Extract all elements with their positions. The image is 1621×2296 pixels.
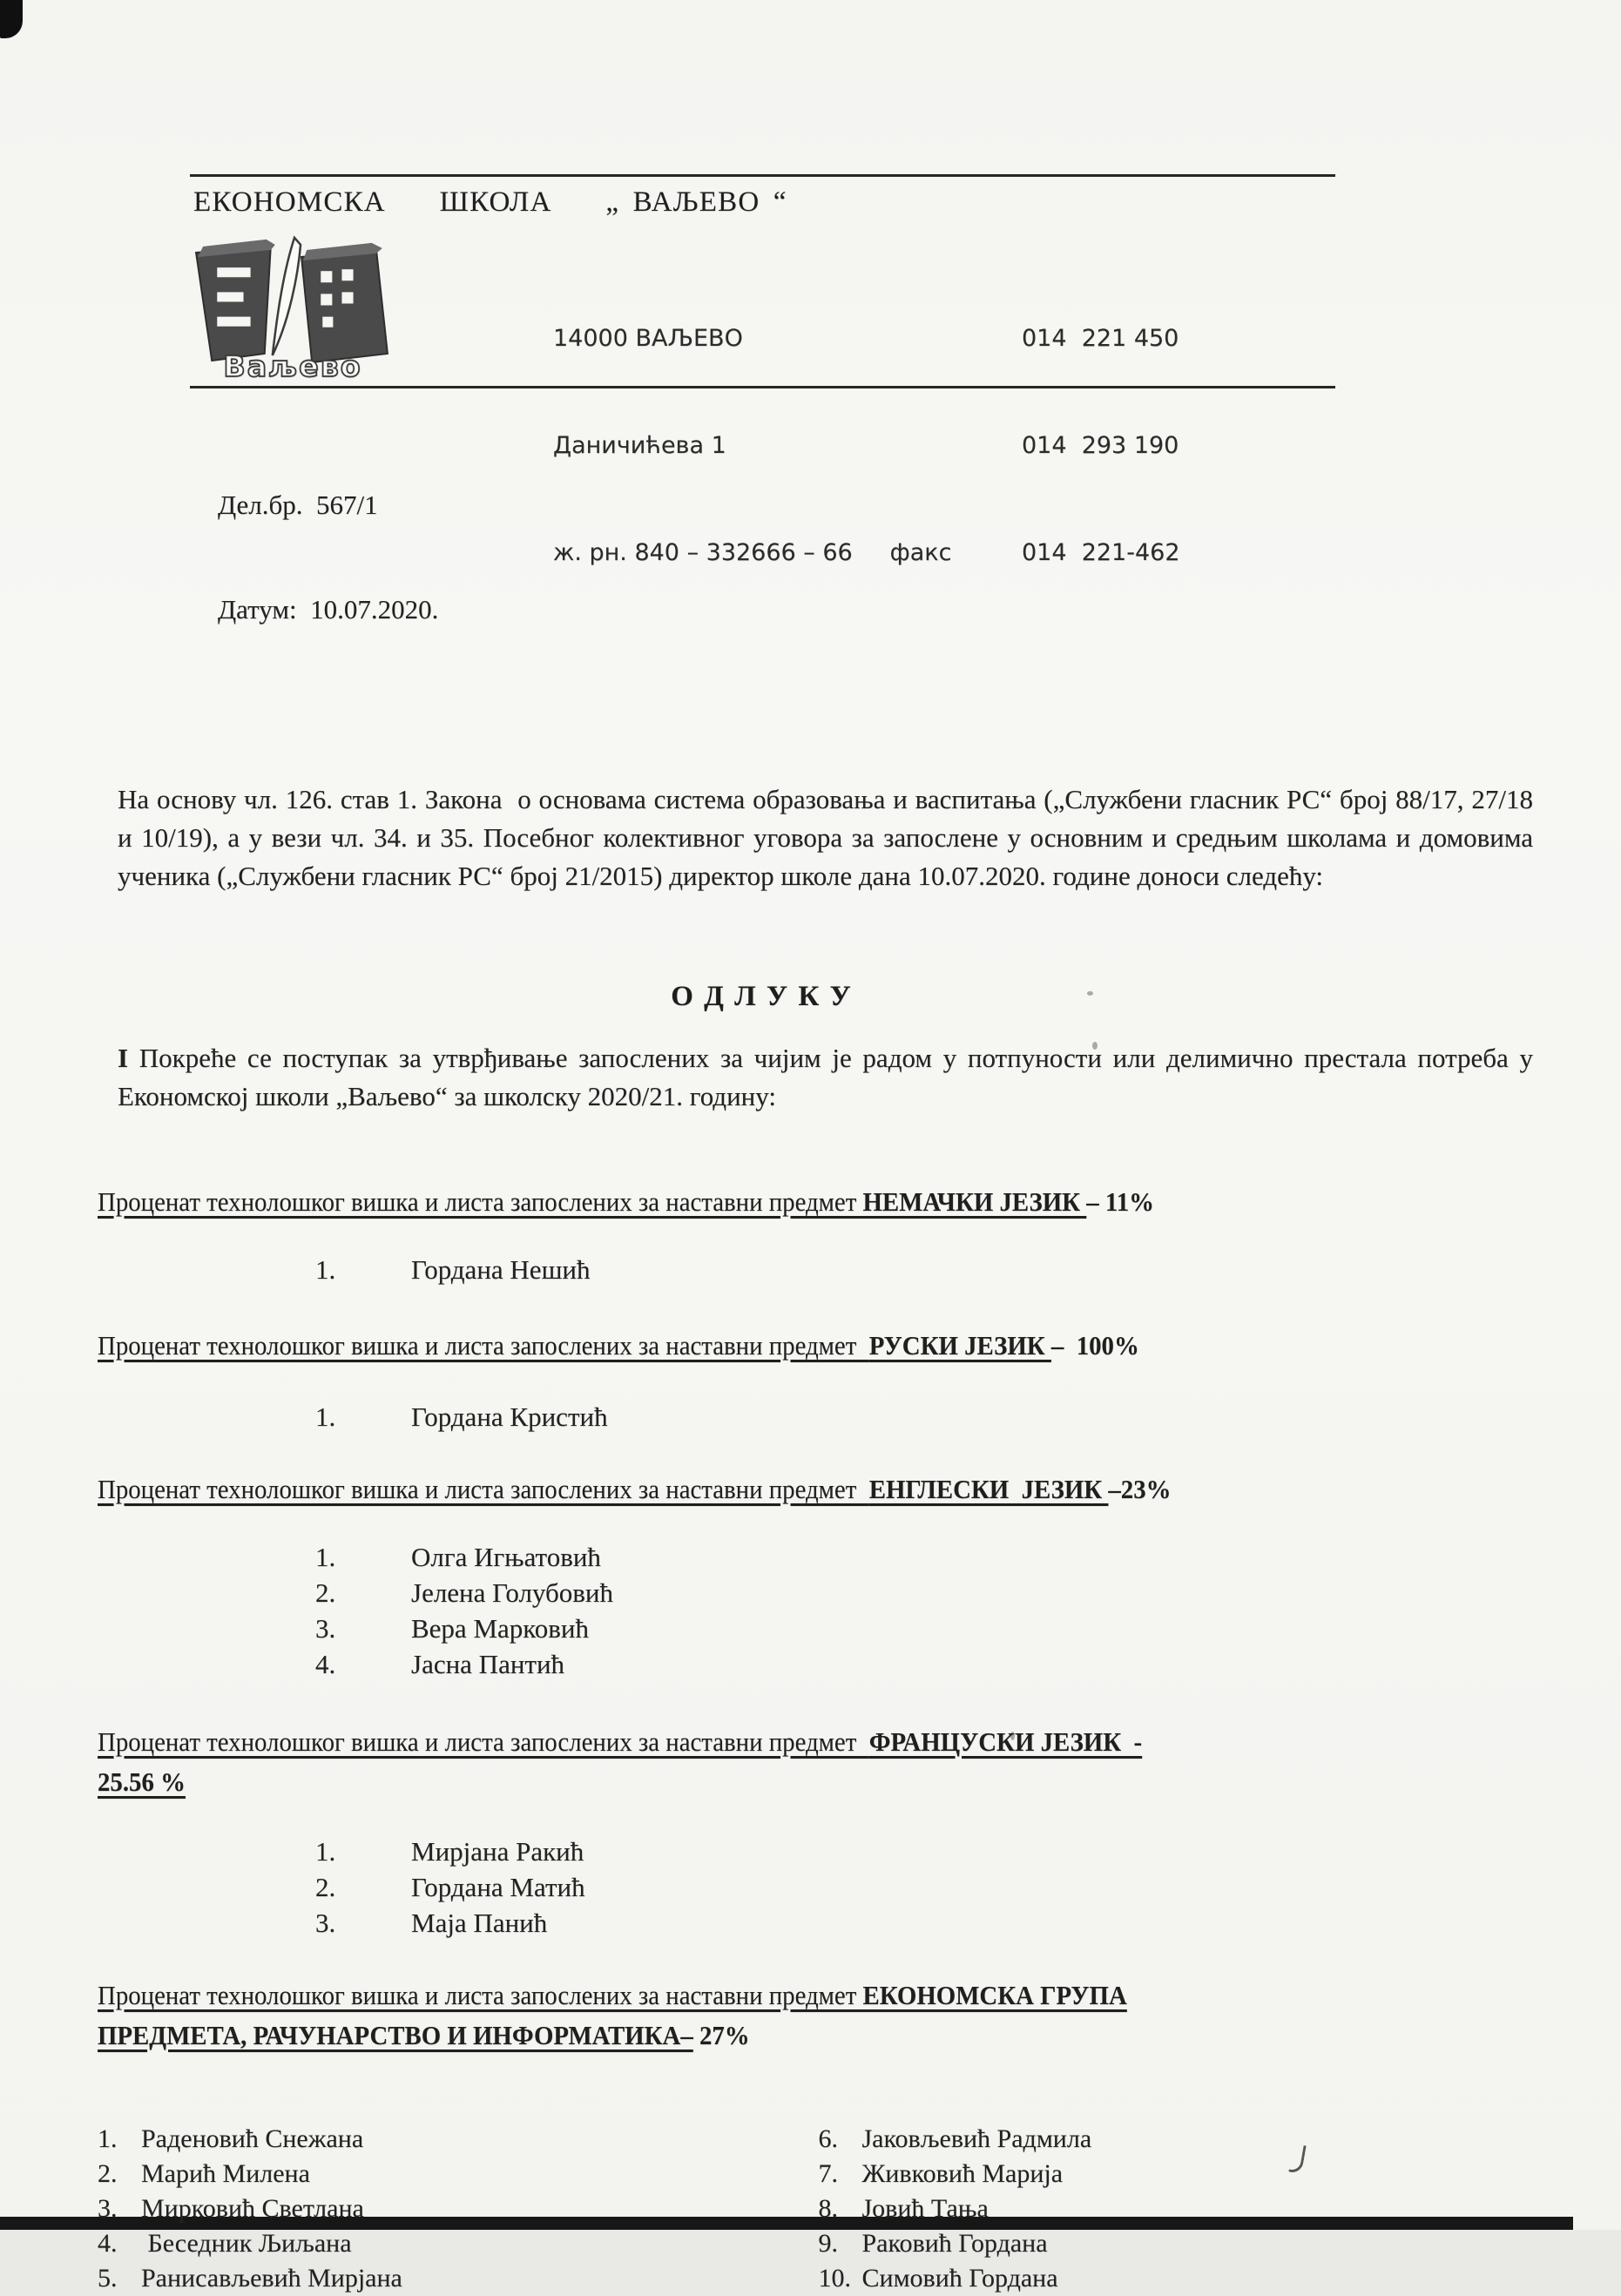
item-number: 8. <box>818 2194 838 2223</box>
surplus-percent: 27% <box>692 2020 750 2050</box>
list-item <box>819 2261 1540 2296</box>
item-number: 1. <box>98 2124 118 2153</box>
employee-name: Живковић Марија <box>861 2159 1064 2188</box>
employee-name: Раковић Гордана <box>861 2229 1048 2258</box>
list-item <box>315 1539 1539 1575</box>
heading-prefix: Проценат технолошког вишка и листа запослених за наставни предмет <box>98 1980 863 2010</box>
address-line: 14000 ВАЉЕВО <box>553 325 743 352</box>
item-number: 2. <box>98 2159 118 2188</box>
address-line: ж. рн. 840 – 332666 – 66 факс <box>553 539 952 566</box>
item-number: 10. <box>818 2264 851 2293</box>
surplus-percent: – 100% <box>1050 1330 1139 1361</box>
decision-text: Покреће се поступак за утврђивање запослених за чијим је радом у потпуности или делимично престала потреба у Економској школи „Ваљево“ за школску 2020/21. годину: <box>118 1043 1540 1111</box>
list-item <box>315 1833 1539 1869</box>
employee-name: Олга Игњатовић <box>411 1542 601 1572</box>
employee-name: Мирковић Светлана <box>141 2194 364 2223</box>
subject-name: ПРЕДМЕТА, РАЧУНАРСТВО И ИНФОРМАТИКА– <box>98 2020 693 2050</box>
heading-prefix: Проценат технолошког вишка и листа запослених за наставни предмет <box>98 1330 869 1361</box>
decision-paragraph <box>118 1039 1540 1116</box>
list-item <box>819 2122 1540 2157</box>
list-item <box>819 2226 1540 2261</box>
logo-e-bar <box>217 267 250 277</box>
employee-name: Гордана Кристић <box>411 1401 608 1432</box>
logo-left-book <box>196 246 271 361</box>
list-item <box>315 1646 1539 1682</box>
employee-list <box>98 1833 1539 1941</box>
subject-name: НЕМАЧКИ ЈЕЗИК <box>862 1186 1087 1217</box>
item-number: 3. <box>315 1908 336 1938</box>
item-number: 5. <box>98 2264 118 2293</box>
list-item <box>98 2157 819 2191</box>
employee-name: Раденовић Снежана <box>141 2124 364 2153</box>
item-number: 1. <box>315 1836 336 1867</box>
logo-feather-quill <box>273 238 301 355</box>
item-number: 2. <box>315 1577 336 1608</box>
letterhead-top-rule <box>190 174 1335 177</box>
address-line: Даничићева 1 <box>553 432 726 459</box>
employee-column-left <box>98 2122 819 2296</box>
reference-block <box>218 418 1539 697</box>
subject-name: ЕКОНОМСКА ГРУПА <box>862 1980 1127 2010</box>
list-item <box>98 2122 819 2157</box>
logo-e-bar <box>217 317 250 327</box>
logo-window <box>321 271 332 282</box>
item-number: 7. <box>818 2159 838 2188</box>
employee-name: Беседник Љиљана <box>141 2229 352 2258</box>
surplus-percent: – 11% <box>1086 1186 1154 1217</box>
list-item <box>315 1869 1539 1905</box>
list-item <box>315 1575 1539 1611</box>
employee-name: Маја Панић <box>411 1908 548 1938</box>
decision-roman-marker: I <box>118 1043 129 1073</box>
school-name: ЕКОНОМСКА ШКОЛА „ ВАЉЕВО “ <box>193 186 787 218</box>
item-number: 1. <box>315 1254 336 1285</box>
list-item <box>315 1399 1539 1435</box>
item-number: 3. <box>98 2194 118 2223</box>
employee-name: Ранисављевић Мирјана <box>141 2264 402 2293</box>
employee-name: Јелена Голубовић <box>411 1577 614 1608</box>
list-item <box>315 1252 1539 1287</box>
list-item <box>98 2226 819 2261</box>
employee-column-right <box>819 2122 1540 2296</box>
section-heading-german <box>98 1182 1438 1222</box>
employee-list <box>98 1252 1539 1287</box>
section-heading-russian <box>98 1326 1438 1366</box>
employee-name: Симовић Гордана <box>861 2264 1058 2293</box>
surplus-percent: –23% <box>1108 1474 1172 1504</box>
employee-list <box>98 1539 1539 1682</box>
phone-number: 014 221 450 <box>1022 325 1179 352</box>
employee-two-column-list <box>98 2122 1539 2296</box>
section-heading-economics <box>98 1975 1438 2056</box>
logo-e-bar <box>217 292 243 301</box>
subject-second-line <box>98 2016 1438 2056</box>
list-item <box>98 2261 819 2296</box>
phone-number: 014 221-462 <box>1022 539 1180 566</box>
logo-window <box>321 294 332 305</box>
logo-city-text: Ваљево <box>223 349 362 384</box>
employee-name: Марић Милена <box>141 2159 310 2188</box>
employee-name: Јасна Пантић <box>411 1649 565 1679</box>
subject-name: ЕНГЛЕСКИ ЈЕЗИК <box>868 1474 1109 1504</box>
employee-name: Гордана Нешић <box>411 1254 591 1285</box>
list-item <box>819 2191 1540 2226</box>
reference-number: Дел.бр. 567/1 <box>218 490 378 520</box>
item-number: 4. <box>98 2229 118 2258</box>
list-item <box>315 1905 1539 1941</box>
item-number: 2. <box>315 1872 336 1902</box>
surplus-percent: 25.56 % <box>98 1766 186 1797</box>
employee-name: Гордана Матић <box>411 1872 585 1902</box>
logo-window <box>322 317 333 328</box>
item-number: 1. <box>315 1542 336 1572</box>
list-item <box>819 2157 1540 2191</box>
logo-window <box>341 269 353 280</box>
section-heading-french <box>98 1722 1438 1802</box>
heading-prefix: Проценат технолошког вишка и листа запослених за наставни предмет <box>98 1726 869 1757</box>
subject-name: РУСКИ ЈЕЗИК <box>868 1330 1051 1361</box>
scan-corner-mark <box>0 0 23 38</box>
employee-name: Вера Марковић <box>411 1613 589 1644</box>
logo-window <box>341 292 353 303</box>
item-number: 9. <box>818 2229 838 2258</box>
heading-prefix: Проценат технолошког вишка и листа запослених за наставни предмет <box>98 1474 869 1504</box>
list-item <box>315 1611 1539 1646</box>
document-body <box>98 418 1539 2296</box>
school-logo <box>187 221 398 385</box>
section-heading-english <box>98 1469 1438 1509</box>
document-date: Датум: 10.07.2020. <box>218 594 439 625</box>
employee-name: Јаковљевић Радмила <box>861 2124 1092 2153</box>
employee-name: Мирјана Ракић <box>411 1836 584 1867</box>
item-number: 1. <box>315 1401 336 1432</box>
employee-name: Јовић Тања <box>861 2194 989 2223</box>
item-number: 3. <box>315 1613 336 1644</box>
item-number: 4. <box>315 1649 336 1679</box>
logo-right-building <box>301 248 388 362</box>
subject-name: ФРАНЦУСКИ ЈЕЗИК - <box>868 1726 1143 1757</box>
employee-list <box>98 1399 1539 1435</box>
letterhead-bottom-rule <box>190 386 1335 388</box>
heading-prefix: Проценат технолошког вишка и листа запослених за наставни предмет <box>98 1186 863 1217</box>
decision-title: О Д Л У К У <box>671 981 853 1012</box>
phone-number: 014 293 190 <box>1022 432 1179 459</box>
intro-paragraph: На основу чл. 126. став 1. Закона о основама система образовања и васпитања („Службени гласник РС“ број 88/17, 27/18 и 10/19), а у вези чл. 34. и 35. Посебног колективног уговора за запослене у основним и средњим школама и домовима ученика („Службени гласник РС“ број 21/2015) директор школе дана 10.07.2020. године доноси следећу: <box>118 784 1540 891</box>
item-number: 6. <box>818 2124 838 2153</box>
list-item <box>98 2191 819 2226</box>
